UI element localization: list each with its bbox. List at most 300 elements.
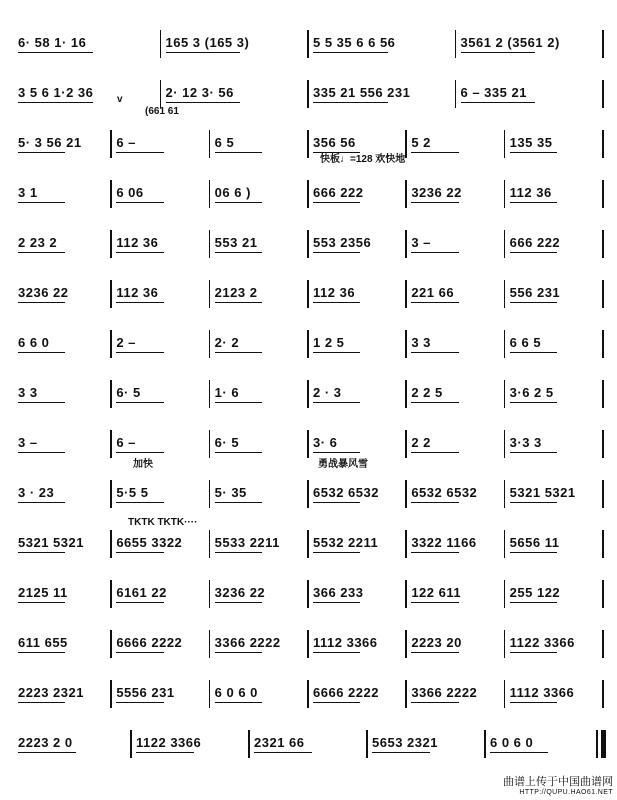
bar-line bbox=[405, 230, 407, 258]
beam-line bbox=[313, 702, 360, 703]
staff-row bbox=[0, 362, 617, 418]
bar-line bbox=[209, 130, 211, 158]
bar-line bbox=[209, 380, 211, 408]
beam-line bbox=[510, 252, 557, 253]
beam-line bbox=[372, 752, 430, 753]
beam-line bbox=[116, 352, 163, 353]
bar-line bbox=[110, 530, 112, 558]
measure bbox=[116, 462, 202, 518]
beam-line bbox=[411, 252, 458, 253]
measure bbox=[411, 362, 497, 418]
measure bbox=[411, 312, 497, 368]
measure bbox=[313, 12, 449, 68]
measure-notes: 5 5 35 6 6 56 bbox=[313, 35, 396, 50]
beam-line bbox=[510, 552, 557, 553]
beam-line bbox=[18, 702, 65, 703]
bar-line bbox=[504, 480, 506, 508]
measure-notes: 255 122 bbox=[509, 585, 561, 600]
measure bbox=[510, 112, 596, 168]
measure bbox=[313, 662, 399, 718]
measure-notes: 6161 22 bbox=[116, 585, 167, 600]
bar-line bbox=[504, 380, 506, 408]
measure bbox=[510, 612, 596, 668]
measure-notes: 2125 11 bbox=[18, 585, 68, 600]
measure-notes: 6 6 5 bbox=[509, 335, 542, 350]
beam-line bbox=[313, 352, 360, 353]
beam-line bbox=[215, 702, 262, 703]
measure-notes: 1 2 5 bbox=[313, 335, 345, 350]
measure bbox=[18, 262, 104, 318]
measure-notes: 112 36 bbox=[509, 185, 552, 200]
beam-line bbox=[411, 152, 458, 153]
staff-row bbox=[0, 662, 617, 718]
accelerando-marking: 加快 bbox=[133, 459, 153, 470]
bar-line bbox=[602, 130, 604, 158]
measure bbox=[254, 712, 360, 768]
tempo-marking: 快板♩=128 欢快地 bbox=[320, 154, 406, 165]
bar-line bbox=[504, 630, 506, 658]
bar-line bbox=[602, 530, 604, 558]
bar-line bbox=[209, 680, 211, 708]
measure-notes: 6 5 bbox=[214, 135, 235, 150]
bar-line bbox=[110, 680, 112, 708]
staff-row bbox=[0, 312, 617, 368]
staff-row bbox=[0, 162, 617, 218]
measure bbox=[411, 162, 497, 218]
measure bbox=[215, 562, 301, 618]
measure-notes: 5656 11 bbox=[509, 535, 560, 550]
measure-notes: 553 2356 bbox=[313, 235, 372, 250]
bar-line bbox=[307, 280, 309, 308]
beam-line bbox=[411, 302, 458, 303]
beam-line bbox=[510, 302, 557, 303]
measure bbox=[116, 112, 202, 168]
measure-notes: 2123 2 bbox=[214, 285, 258, 300]
measure bbox=[215, 162, 301, 218]
measure-notes: 3 3 bbox=[411, 335, 431, 350]
beam-line bbox=[313, 102, 388, 103]
measure bbox=[510, 362, 596, 418]
measure-notes: 221 66 bbox=[411, 285, 455, 300]
beam-line bbox=[411, 552, 458, 553]
beam-line bbox=[215, 602, 262, 603]
beam-line bbox=[215, 302, 262, 303]
bar-line bbox=[160, 30, 162, 58]
beam-line bbox=[215, 552, 262, 553]
measure-notes: 5·5 5 bbox=[116, 485, 149, 500]
measure-notes: 2· 12 3· 56 bbox=[165, 85, 234, 100]
measure-notes: 5· 35 bbox=[214, 485, 247, 500]
beam-line bbox=[313, 302, 360, 303]
measure-notes: 6 – bbox=[116, 135, 136, 150]
measure-notes: 553 21 bbox=[214, 235, 258, 250]
bar-line bbox=[209, 630, 211, 658]
watermark-line-2: HTTP://QUPU.HAO61.NET bbox=[519, 789, 613, 796]
measure-notes: 3366 2222 bbox=[214, 635, 281, 650]
measure-notes: 3 · 23 bbox=[18, 485, 55, 500]
measure bbox=[215, 462, 301, 518]
bar-line bbox=[504, 230, 506, 258]
measure bbox=[215, 612, 301, 668]
beam-line bbox=[461, 102, 536, 103]
bar-line bbox=[602, 380, 604, 408]
measure-notes: 1112 3366 bbox=[509, 685, 575, 700]
tonguing-marking: TKTK TKTK···· bbox=[128, 517, 198, 528]
beam-line bbox=[18, 402, 65, 403]
measure-notes: 6532 6532 bbox=[313, 485, 379, 500]
beam-line bbox=[313, 452, 360, 453]
measure bbox=[411, 412, 497, 468]
measure-notes: 2223 20 bbox=[411, 635, 462, 650]
measure-notes: 1122 3366 bbox=[509, 635, 575, 650]
measure-notes: 5321 5321 bbox=[18, 535, 84, 550]
measure-notes: 366 233 bbox=[313, 585, 364, 600]
beam-line bbox=[116, 302, 163, 303]
beam-line bbox=[313, 602, 360, 603]
bar-line bbox=[209, 180, 211, 208]
breath-mark: v bbox=[117, 94, 123, 105]
measure-notes: 2 2 bbox=[411, 435, 431, 450]
staff-row bbox=[0, 712, 617, 768]
measure bbox=[313, 612, 399, 668]
bar-line bbox=[307, 230, 309, 258]
staff-row bbox=[0, 12, 617, 68]
beam-line bbox=[411, 202, 458, 203]
measure bbox=[313, 62, 449, 118]
bar-line bbox=[405, 430, 407, 458]
beam-line bbox=[116, 552, 163, 553]
measure-notes: 556 231 bbox=[509, 285, 561, 300]
beam-line bbox=[116, 502, 163, 503]
measure-notes: 6 0 6 0 bbox=[490, 735, 534, 750]
measure-notes: 6 – 335 21 bbox=[460, 85, 527, 100]
beam-line bbox=[18, 602, 65, 603]
ornament-marking: (661 61 bbox=[145, 106, 179, 117]
beam-line bbox=[18, 552, 65, 553]
beam-line bbox=[116, 202, 163, 203]
beam-line bbox=[461, 52, 536, 53]
beam-line bbox=[116, 152, 163, 153]
staff-row bbox=[0, 562, 617, 618]
measure-notes: 1122 3366 bbox=[136, 735, 202, 750]
measure-notes: 5533 2211 bbox=[214, 535, 280, 550]
measure bbox=[461, 62, 597, 118]
measure-notes: 5556 231 bbox=[116, 685, 175, 700]
beam-line bbox=[18, 52, 93, 53]
bar-line bbox=[602, 480, 604, 508]
measure bbox=[116, 312, 202, 368]
bar-line bbox=[307, 530, 309, 558]
measure-notes: 112 36 bbox=[116, 235, 159, 250]
measure-notes: 3236 22 bbox=[214, 585, 266, 600]
bar-line bbox=[209, 580, 211, 608]
measure-notes: 2321 66 bbox=[254, 735, 305, 750]
measure bbox=[313, 262, 399, 318]
source-watermark bbox=[503, 773, 613, 796]
measure-notes: 06 6 ) bbox=[214, 185, 251, 200]
measure-notes: 6· 5 bbox=[214, 435, 240, 450]
beam-line bbox=[18, 252, 65, 253]
bar-line bbox=[504, 280, 506, 308]
measure bbox=[411, 662, 497, 718]
measure-notes: 335 21 556 231 bbox=[313, 85, 411, 100]
bar-line bbox=[602, 230, 604, 258]
beam-line bbox=[510, 402, 557, 403]
measure-notes: 3236 22 bbox=[411, 185, 462, 200]
beam-line bbox=[411, 652, 458, 653]
bar-line bbox=[110, 380, 112, 408]
beam-line bbox=[116, 402, 163, 403]
measure bbox=[313, 162, 399, 218]
staff-row bbox=[0, 412, 617, 468]
beam-line bbox=[215, 502, 262, 503]
beam-line bbox=[510, 502, 557, 503]
measure-notes: 3 5 6 1·2 36 bbox=[18, 85, 94, 100]
measure bbox=[313, 562, 399, 618]
watermark-line-1: 曲谱上传于中国曲谱网 bbox=[503, 776, 613, 788]
beam-line bbox=[215, 252, 262, 253]
beam-line bbox=[215, 152, 262, 153]
measure bbox=[166, 62, 302, 118]
measure bbox=[411, 112, 497, 168]
beam-line bbox=[18, 202, 65, 203]
measure-notes: 3236 22 bbox=[18, 285, 69, 300]
measure bbox=[461, 12, 597, 68]
bar-line bbox=[405, 380, 407, 408]
bar-line bbox=[248, 730, 250, 758]
bar-line bbox=[405, 630, 407, 658]
bar-line bbox=[504, 580, 506, 608]
bar-line bbox=[307, 380, 309, 408]
measure bbox=[18, 662, 104, 718]
measure-notes: 3561 2 (3561 2) bbox=[460, 35, 560, 50]
bar-line bbox=[130, 730, 132, 758]
measure-notes: 6· 5 bbox=[116, 385, 141, 400]
beam-line bbox=[510, 452, 557, 453]
bar-line bbox=[602, 680, 604, 708]
bar-line bbox=[602, 430, 604, 458]
beam-line bbox=[18, 102, 93, 103]
bar-line bbox=[405, 580, 407, 608]
bar-line bbox=[596, 730, 598, 758]
measure bbox=[18, 612, 104, 668]
beam-line bbox=[411, 502, 458, 503]
bar-line bbox=[110, 480, 112, 508]
beam-line bbox=[313, 202, 360, 203]
beam-line bbox=[18, 302, 65, 303]
bar-line bbox=[110, 580, 112, 608]
bar-line bbox=[307, 330, 309, 358]
beam-line bbox=[254, 752, 312, 753]
measure-notes: 666 222 bbox=[509, 235, 561, 250]
bar-line bbox=[366, 730, 368, 758]
measure bbox=[510, 462, 596, 518]
measure-notes: 5 2 bbox=[411, 135, 431, 150]
measure bbox=[215, 312, 301, 368]
measure-notes: 3 – bbox=[18, 435, 38, 450]
measure bbox=[18, 312, 104, 368]
measure-notes: 122 611 bbox=[411, 585, 462, 600]
staff-row bbox=[0, 462, 617, 518]
measure bbox=[215, 362, 301, 418]
beam-line bbox=[510, 602, 557, 603]
measure-notes: 1112 3366 bbox=[313, 635, 378, 650]
beam-line bbox=[411, 702, 458, 703]
measure-notes: 3 3 bbox=[18, 385, 38, 400]
measure-notes: 6655 3322 bbox=[116, 535, 183, 550]
measure-notes: 3· 6 bbox=[313, 435, 338, 450]
measure bbox=[313, 362, 399, 418]
measure bbox=[313, 212, 399, 268]
measure bbox=[411, 462, 497, 518]
bar-line bbox=[405, 180, 407, 208]
measure bbox=[215, 212, 301, 268]
bar-line bbox=[307, 680, 309, 708]
beam-line bbox=[116, 702, 163, 703]
beam-line bbox=[166, 52, 241, 53]
beam-line bbox=[215, 652, 262, 653]
bar-line bbox=[209, 530, 211, 558]
bar-line bbox=[307, 630, 309, 658]
beam-line bbox=[313, 52, 388, 53]
beam-line bbox=[116, 252, 163, 253]
measure bbox=[490, 712, 596, 768]
measure bbox=[215, 112, 301, 168]
beam-line bbox=[411, 402, 458, 403]
final-bar-line bbox=[601, 730, 606, 758]
bar-line bbox=[504, 180, 506, 208]
measure bbox=[313, 312, 399, 368]
measure bbox=[215, 262, 301, 318]
measure bbox=[116, 612, 202, 668]
bar-line bbox=[110, 130, 112, 158]
beam-line bbox=[18, 502, 65, 503]
bar-line bbox=[307, 430, 309, 458]
measure bbox=[116, 662, 202, 718]
measure-notes: 356 56 bbox=[313, 135, 356, 150]
bar-line bbox=[504, 330, 506, 358]
measure-notes: 5532 2211 bbox=[313, 535, 379, 550]
beam-line bbox=[215, 402, 262, 403]
staff-row bbox=[0, 112, 617, 168]
measure bbox=[215, 662, 301, 718]
beam-line bbox=[411, 602, 458, 603]
staff-row bbox=[0, 212, 617, 268]
bar-line bbox=[602, 330, 604, 358]
measure bbox=[136, 712, 242, 768]
measure-notes: 2 23 2 bbox=[18, 235, 58, 250]
measure-notes: 666 222 bbox=[313, 185, 364, 200]
bar-line bbox=[160, 80, 162, 108]
measure bbox=[411, 562, 497, 618]
measure bbox=[411, 262, 497, 318]
beam-line bbox=[136, 752, 194, 753]
beam-line bbox=[313, 552, 360, 553]
bar-line bbox=[307, 30, 309, 58]
bar-line bbox=[307, 480, 309, 508]
measure-notes: 3366 2222 bbox=[411, 685, 478, 700]
beam-line bbox=[411, 352, 458, 353]
measure-notes: 2 · 3 bbox=[313, 385, 342, 400]
measure-notes: 2223 2321 bbox=[18, 685, 84, 700]
bar-line bbox=[602, 80, 604, 108]
bar-line bbox=[307, 80, 309, 108]
measure-notes: 6666 2222 bbox=[116, 635, 183, 650]
measure-notes: 6 0 6 0 bbox=[214, 685, 258, 700]
bar-line bbox=[602, 30, 604, 58]
measure bbox=[116, 362, 202, 418]
bar-line bbox=[307, 130, 309, 158]
bar-line bbox=[209, 230, 211, 258]
beam-line bbox=[116, 452, 163, 453]
bar-line bbox=[405, 130, 407, 158]
measure bbox=[18, 362, 104, 418]
measure-notes: 6 06 bbox=[116, 185, 144, 200]
measure bbox=[510, 262, 596, 318]
beam-line bbox=[215, 452, 262, 453]
bar-line bbox=[110, 280, 112, 308]
measure-notes: 5321 5321 bbox=[509, 485, 576, 500]
measure-notes: 3·3 3 bbox=[509, 435, 542, 450]
measure-notes: 1· 6 bbox=[214, 385, 240, 400]
beam-line bbox=[510, 352, 557, 353]
measure bbox=[18, 162, 104, 218]
measure-notes: 2223 2 0 bbox=[18, 735, 73, 750]
bar-line bbox=[209, 430, 211, 458]
beam-line bbox=[510, 152, 557, 153]
bar-line bbox=[110, 430, 112, 458]
measure bbox=[116, 162, 202, 218]
measure-notes: 6 6 0 bbox=[18, 335, 50, 350]
bar-line bbox=[455, 80, 457, 108]
measure bbox=[18, 512, 104, 568]
measure-notes: 2 – bbox=[116, 335, 136, 350]
measure-notes: 3322 1166 bbox=[411, 535, 477, 550]
measure bbox=[18, 712, 124, 768]
measure-notes: 3·6 2 5 bbox=[509, 385, 554, 400]
beam-line bbox=[411, 452, 458, 453]
measure bbox=[116, 562, 202, 618]
measure-notes: 135 35 bbox=[509, 135, 553, 150]
measure bbox=[18, 212, 104, 268]
measure bbox=[313, 512, 399, 568]
measure-notes: 3 – bbox=[411, 235, 431, 250]
measure bbox=[510, 562, 596, 618]
measure bbox=[166, 12, 302, 68]
measure-notes: 2 2 5 bbox=[411, 385, 443, 400]
beam-line bbox=[18, 652, 65, 653]
beam-line bbox=[116, 602, 163, 603]
bar-line bbox=[209, 280, 211, 308]
bar-line bbox=[405, 530, 407, 558]
beam-line bbox=[510, 652, 557, 653]
beam-line bbox=[18, 452, 65, 453]
bar-line bbox=[455, 30, 457, 58]
bar-line bbox=[602, 580, 604, 608]
beam-line bbox=[313, 402, 360, 403]
beam-line bbox=[18, 752, 76, 753]
bar-line bbox=[110, 330, 112, 358]
bar-line bbox=[307, 580, 309, 608]
beam-line bbox=[313, 252, 360, 253]
bar-line bbox=[484, 730, 486, 758]
beam-line bbox=[215, 352, 262, 353]
beam-line bbox=[313, 652, 360, 653]
measure bbox=[313, 462, 399, 518]
measure-notes: 6666 2222 bbox=[313, 685, 379, 700]
measure bbox=[510, 212, 596, 268]
measure bbox=[116, 212, 202, 268]
